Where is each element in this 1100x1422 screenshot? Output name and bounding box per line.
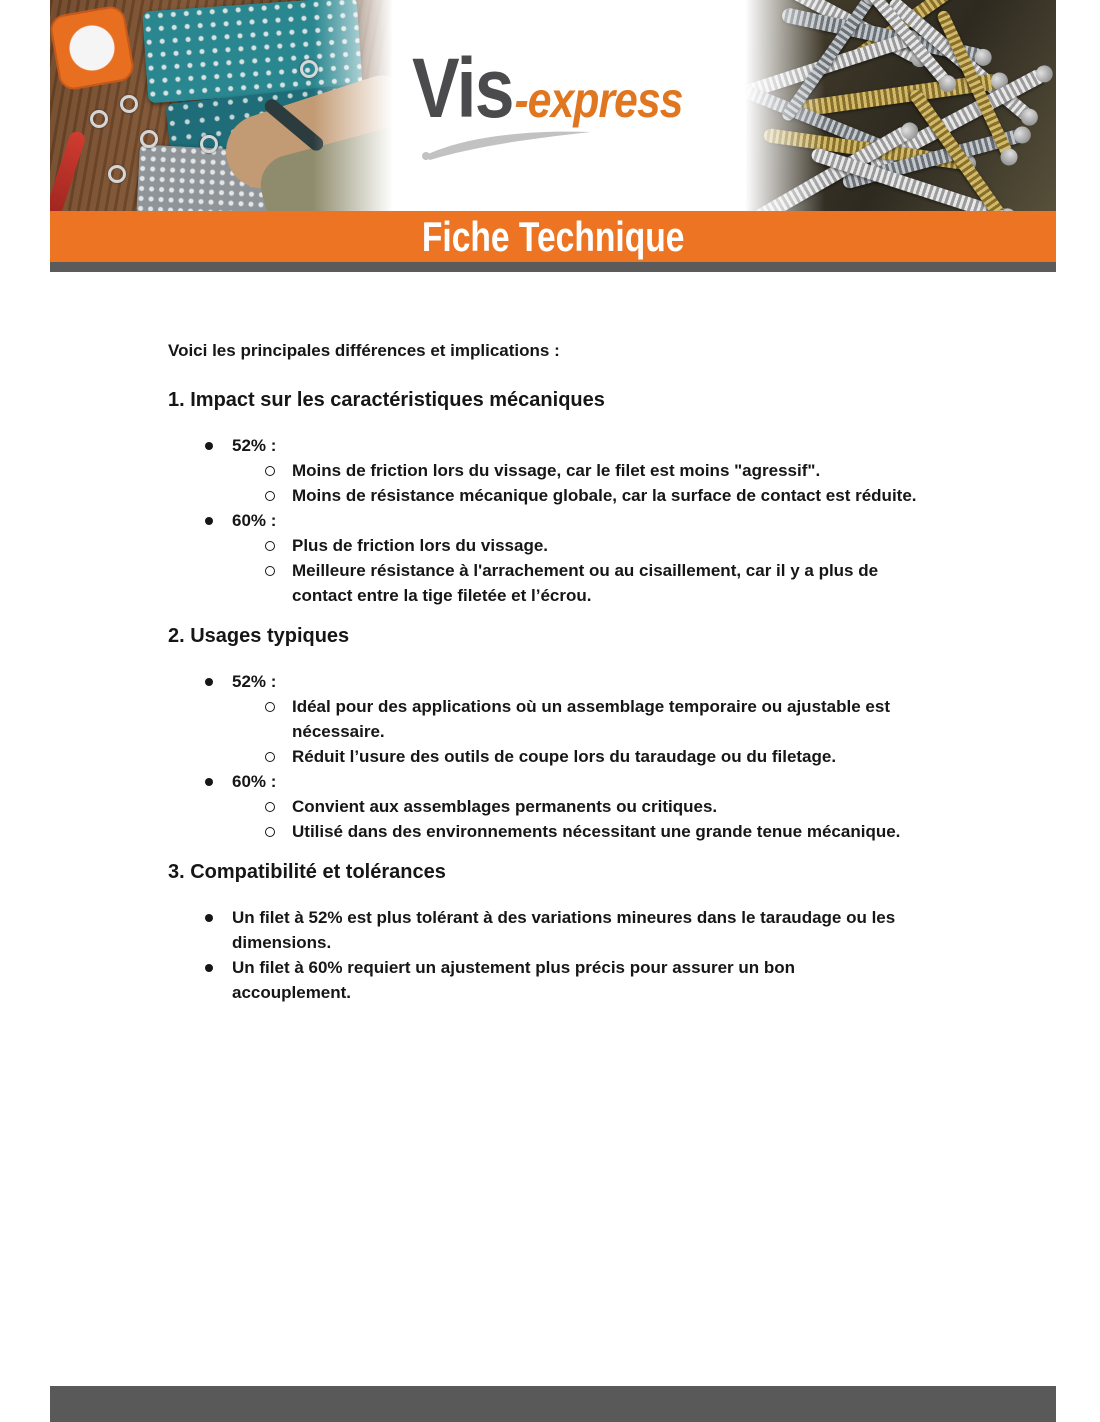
bullet-list	[168, 669, 958, 844]
document-section	[168, 386, 958, 608]
screw-pile-photo	[745, 0, 1056, 211]
logo-word-express: -express	[514, 72, 683, 128]
bullet-text: Utilisé dans des environnements nécessitant une grande tenue mécanique.	[292, 822, 901, 841]
washer-icon	[200, 135, 218, 153]
page-header	[50, 0, 1056, 211]
list-item	[168, 433, 958, 458]
list-item	[168, 669, 958, 694]
logo-panel	[393, 0, 745, 211]
bullet-marker	[205, 955, 232, 1005]
tape-measure-icon	[50, 4, 136, 92]
list-item	[168, 558, 958, 608]
list-item	[168, 819, 958, 844]
washer-icon	[140, 130, 158, 148]
section-title: 2. Usages typiques	[168, 625, 350, 647]
bullet-marker	[205, 669, 232, 694]
list-item	[168, 769, 958, 794]
list-item	[168, 794, 958, 819]
sub-bullet-marker	[265, 533, 292, 558]
workbench-photo	[50, 0, 393, 211]
sub-bullet-marker	[265, 794, 292, 819]
swoosh-underline-icon	[418, 128, 595, 162]
sub-bullet-marker	[265, 558, 292, 608]
bullet-text: Réduit l’usure des outils de coupe lors du taraudage ou du filetage.	[292, 747, 837, 766]
list-item	[168, 533, 958, 558]
bullet-list	[168, 433, 958, 608]
bullet-marker	[205, 433, 232, 458]
bullet-text: Plus de friction lors du vissage.	[292, 536, 549, 555]
bullet-text: 52% :	[232, 436, 277, 455]
sub-bullet-marker	[265, 819, 292, 844]
list-item	[168, 458, 958, 483]
vis-express-logo	[412, 41, 683, 135]
section-title: 1. Impact sur les caractéristiques mécaniques	[168, 389, 605, 411]
list-item	[168, 955, 958, 1005]
intro-text: Voici les principales différences et implications :	[168, 341, 560, 360]
bullet-text: Un filet à 52% est plus tolérant à des variations mineures dans le taraudage ou les dimensions.	[232, 908, 896, 952]
list-item	[168, 483, 958, 508]
bullet-text: Meilleure résistance à l'arrachement ou au cisaillement, car il y a plus de contact entre la tige filetée et l’écrou.	[292, 561, 879, 605]
header-divider	[50, 262, 1056, 272]
sub-bullet-marker	[265, 458, 292, 483]
bullet-text: Moins de résistance mécanique globale, car la surface de contact est réduite.	[292, 486, 917, 505]
bullet-text: 60% :	[232, 772, 277, 791]
bullet-marker	[205, 905, 232, 955]
white-fade	[313, 0, 393, 211]
washer-icon	[90, 110, 108, 128]
bullet-text: 52% :	[232, 672, 277, 691]
bullet-text: 60% :	[232, 511, 277, 530]
banner-title: Fiche Technique	[421, 212, 685, 260]
section-title: 3. Compatibilité et tolérances	[168, 861, 446, 883]
sub-bullet-marker	[265, 694, 292, 744]
list-item	[168, 744, 958, 769]
list-item	[168, 508, 958, 533]
fiche-technique-banner	[50, 211, 1056, 262]
document-body	[168, 272, 958, 1005]
bullet-text: Un filet à 60% requiert un ajustement plus précis pour assurer un bon accouplement.	[232, 958, 796, 1002]
sub-bullet-marker	[265, 744, 292, 769]
sub-bullet-marker	[265, 483, 292, 508]
washer-icon	[120, 95, 138, 113]
bullet-marker	[205, 769, 232, 794]
footer-bar	[50, 1386, 1056, 1422]
bullet-text: Moins de friction lors du vissage, car le filet est moins "agressif".	[292, 461, 821, 480]
list-item	[168, 694, 958, 744]
list-item	[168, 905, 958, 955]
white-fade	[745, 0, 825, 211]
bullet-marker	[205, 508, 232, 533]
document-section	[168, 622, 958, 844]
document-section	[168, 858, 958, 1005]
logo-word-vis: Vis	[412, 41, 513, 135]
washer-icon	[108, 165, 126, 183]
bullet-text: Idéal pour des applications où un assemblage temporaire ou ajustable est nécessaire.	[292, 697, 890, 741]
bullet-list	[168, 905, 958, 1005]
bullet-text: Convient aux assemblages permanents ou critiques.	[292, 797, 718, 816]
